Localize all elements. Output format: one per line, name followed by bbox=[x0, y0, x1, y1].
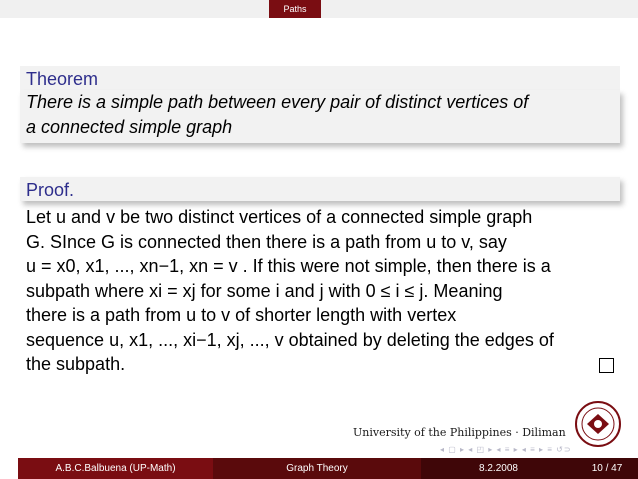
proof-line: G. SInce G is connected then there is a path from u to v, say bbox=[26, 231, 507, 252]
footer-date: 8.2.2008 bbox=[421, 458, 576, 479]
proof-body bbox=[20, 205, 620, 377]
proof-title: Proof. bbox=[20, 177, 620, 201]
proof-line: Let u and v be two distinct vertices of a connected simple graph bbox=[26, 207, 533, 227]
qed-icon bbox=[599, 358, 614, 373]
footer-page-number: 10 / 47 bbox=[576, 458, 638, 479]
footer-title: Graph Theory bbox=[213, 458, 421, 479]
theorem-block bbox=[20, 66, 620, 143]
theorem-line: a connected simple graph bbox=[26, 116, 233, 137]
navigation-controls[interactable]: ◂ ▢ ▸ ◂ ◰ ▸ ◂ ≡ ▸ ◂ ≡ ▸ ≡ ↺⊃ bbox=[440, 445, 572, 454]
proof-block bbox=[20, 177, 620, 377]
footer-author: A.B.C.Balbuena (UP-Math) bbox=[18, 458, 213, 479]
proof-line: u = x0, x1, ..., xn−1, xn = v . If this were not simple, then there is a bbox=[26, 256, 551, 276]
footer-bar bbox=[0, 458, 638, 479]
theorem-line: There is a simple path between every pair of distinct vertices of bbox=[26, 92, 529, 112]
proof-line: sequence u, x1, ..., xi−1, xj, ..., v obtained by deleting the edges of bbox=[26, 329, 554, 350]
proof-line: there is a path from u to v of shorter length with vertex bbox=[26, 305, 457, 325]
university-seal-icon bbox=[573, 400, 623, 448]
theorem-body bbox=[20, 90, 620, 143]
header-bar bbox=[0, 0, 638, 18]
theorem-title: Theorem bbox=[20, 66, 620, 90]
university-name: University of the Philippines · Diliman bbox=[353, 426, 566, 439]
proof-line: subpath where xi = xj for some i and j with 0 ≤ i ≤ j. Meaning bbox=[26, 280, 503, 301]
proof-line: the subpath. bbox=[26, 354, 126, 374]
section-title[interactable]: Paths bbox=[269, 0, 321, 18]
